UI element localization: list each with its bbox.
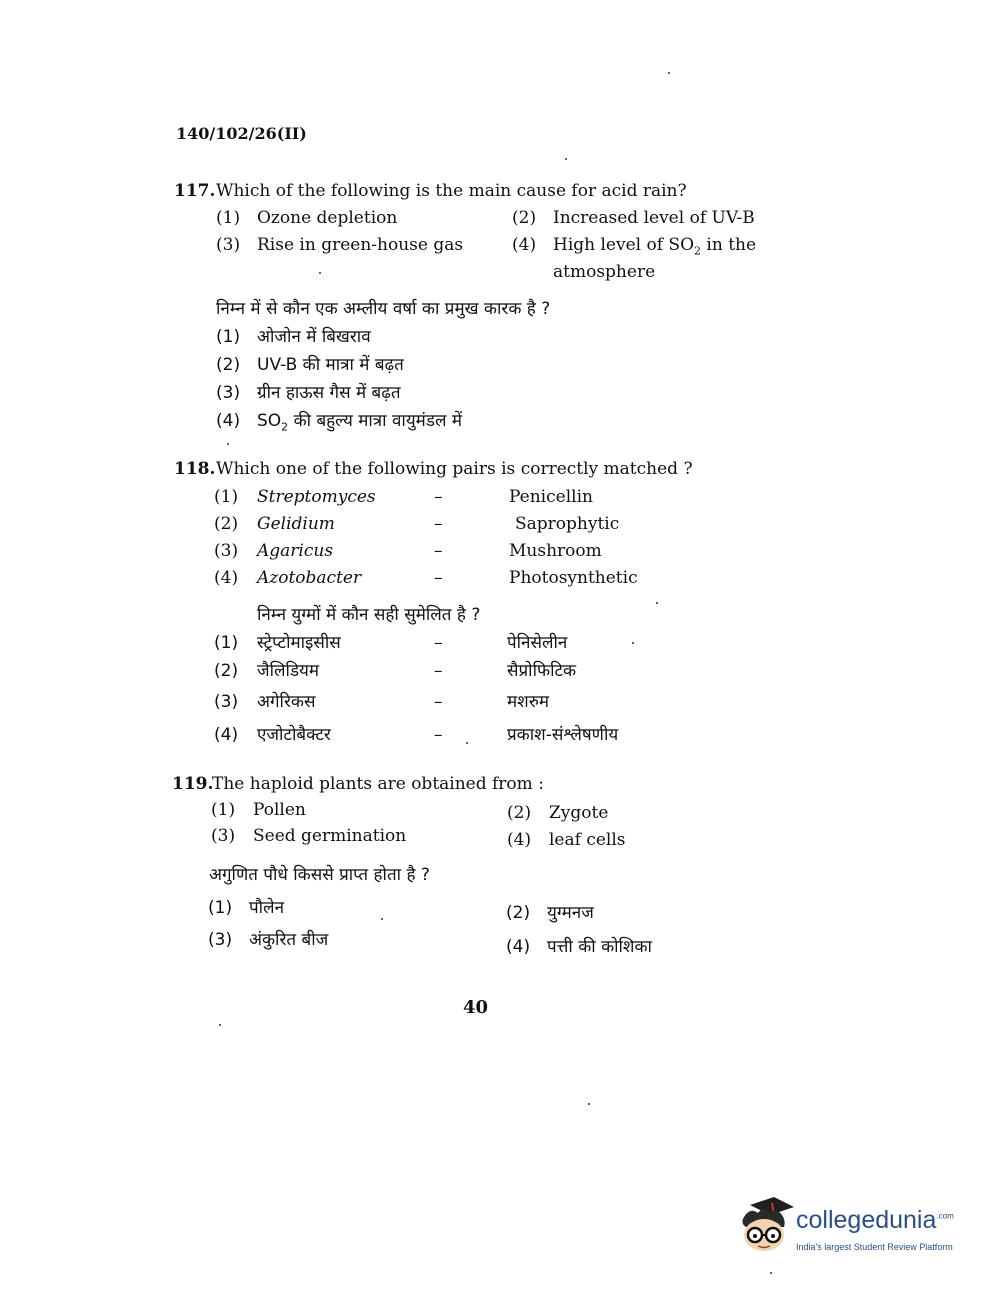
q117-number: 117. xyxy=(174,181,216,201)
q118-pair4-num: (4) xyxy=(214,568,239,588)
q117-hi-opt1-num: (1) xyxy=(216,327,241,347)
q119-hi-opt2-num: (2) xyxy=(506,903,531,923)
q118-hi-pair1-dash: – xyxy=(434,633,443,653)
q118-hi-pair3-num: (3) xyxy=(214,692,239,712)
scan-speck xyxy=(381,918,383,920)
q118-pair2-num: (2) xyxy=(214,514,239,534)
q117-opt2: Increased level of UV-B xyxy=(553,208,755,228)
collegedunia-tagline: India's largest Student Review Platform xyxy=(796,1242,953,1252)
q117-hi-opt3: ग्रीन हाऊस गैस में बढ़त xyxy=(257,383,401,403)
q119-hi-opt3-num: (3) xyxy=(208,930,233,950)
q118-pair3-right: Mushroom xyxy=(509,541,602,561)
q118-hi-pair1-num: (1) xyxy=(214,633,239,653)
q118-hi-pair4-num: (4) xyxy=(214,725,239,745)
q118-hi-pair1-left: स्ट्रेप्टोमाइसीस xyxy=(257,633,341,653)
scan-speck xyxy=(588,1103,590,1105)
q118-pair4-dash: – xyxy=(434,568,443,588)
q117-hi-opt2: UV-B की मात्रा में बढ़त xyxy=(257,355,404,375)
q118-pair2-dash: – xyxy=(434,514,443,534)
q118-number: 118. xyxy=(174,459,216,479)
q118-pair3-left: Agaricus xyxy=(257,541,334,561)
q118-hi-pair3-dash: – xyxy=(434,692,443,712)
q119-hi-opt2: युग्मनज xyxy=(547,903,594,923)
q118-hi-pair2-num: (2) xyxy=(214,661,239,681)
q119-question-hi: अगुणित पौधे किससे प्राप्त होता है ? xyxy=(209,865,430,885)
q117-opt2-num: (2) xyxy=(512,208,537,228)
q118-hi-pair4-left: एजोटोबैक्टर xyxy=(257,725,331,745)
q119-hi-opt1: पौलेन xyxy=(249,898,285,918)
q117-question-hi: निम्न में से कौन एक अम्लीय वर्षा का प्रमुख कारक है ? xyxy=(216,299,551,319)
q117-opt4: High level of $SO_2$ in the xyxy=(553,235,757,258)
q118-pair4-right: Photosynthetic xyxy=(509,568,638,588)
q119-opt4: leaf cells xyxy=(549,830,626,850)
q117-hi-opt4: $SO_2$ की बहुल्य मात्रा वायुमंडल में xyxy=(257,411,463,434)
q119-opt2-num: (2) xyxy=(507,803,532,823)
q119-opt1: Pollen xyxy=(253,800,306,820)
q118-hi-pair2-right: सैप्रोफिटिक xyxy=(507,661,577,681)
q117-hi-opt2-num: (2) xyxy=(216,355,241,375)
q117-opt3-num: (3) xyxy=(216,235,241,255)
scan-speck xyxy=(632,642,634,644)
q117-hi-opt3-num: (3) xyxy=(216,383,241,403)
q118-pair1-right: Penicellin xyxy=(509,487,593,507)
q118-pair1-left: Streptomyces xyxy=(257,487,376,507)
q118-hi-pair3-right: मशरुम xyxy=(507,692,550,712)
q117-opt1-num: (1) xyxy=(216,208,241,228)
paper-code: 140/102/26(II) xyxy=(176,124,307,143)
q119-opt4-num: (4) xyxy=(507,830,532,850)
q117-question-en: Which of the following is the main cause for acid rain? xyxy=(216,181,687,201)
q118-question-hi: निम्न युग्मों में कौन सही सुमेलित है ? xyxy=(257,605,481,625)
q119-number: 119. xyxy=(172,774,214,794)
q118-pair4-left: Azotobacter xyxy=(257,568,362,588)
q118-pair3-num: (3) xyxy=(214,541,239,561)
q118-hi-pair2-dash: – xyxy=(434,661,443,681)
q118-hi-pair4-right: प्रकाश-संश्लेषणीय xyxy=(507,725,619,745)
q119-opt1-num: (1) xyxy=(211,800,236,820)
q117-hi-opt1: ओजोन में बिखराव xyxy=(257,327,371,347)
q118-pair1-num: (1) xyxy=(214,487,239,507)
collegedunia-wordmark: collegedunia$^{.com}$ xyxy=(796,1206,954,1234)
q119-hi-opt4-num: (4) xyxy=(506,937,531,957)
q119-question-en: The haploid plants are obtained from : xyxy=(212,774,544,794)
scan-speck xyxy=(565,158,567,160)
q118-hi-pair1-right: पेनिसेलीन xyxy=(507,633,568,653)
scan-speck xyxy=(466,742,468,744)
q118-hi-pair2-left: जैलिडियम xyxy=(257,661,320,681)
page-number: 40 xyxy=(463,997,489,1018)
q119-opt3: Seed germination xyxy=(253,826,407,846)
mascot-icon xyxy=(742,1197,794,1251)
scan-speck xyxy=(319,272,321,274)
q118-hi-pair4-dash: – xyxy=(434,725,443,745)
q118-pair2-left: Gelidium xyxy=(257,514,335,534)
q118-pair2-right: Saprophytic xyxy=(515,514,620,534)
scan-speck xyxy=(668,72,670,74)
q117-opt3: Rise in green-house gas xyxy=(257,235,464,255)
q118-pair1-dash: – xyxy=(434,487,443,507)
q119-hi-opt1-num: (1) xyxy=(208,898,233,918)
q118-hi-pair3-left: अगेरिकस xyxy=(257,692,316,712)
scan-speck xyxy=(219,1024,221,1026)
q117-hi-opt4-num: (4) xyxy=(216,411,241,431)
scan-speck xyxy=(656,602,658,604)
q119-hi-opt4: पत्ती की कोशिका xyxy=(547,937,652,957)
scan-speck xyxy=(770,1272,772,1274)
q118-question-en: Which one of the following pairs is correctly matched ? xyxy=(216,459,693,479)
q118-pair3-dash: – xyxy=(434,541,443,561)
q119-opt3-num: (3) xyxy=(211,826,236,846)
q117-opt1: Ozone depletion xyxy=(257,208,398,228)
q117-opt4-num: (4) xyxy=(512,235,537,255)
scan-speck xyxy=(227,443,229,445)
q117-opt4-line2: atmosphere xyxy=(553,262,656,282)
q119-hi-opt3: अंकुरित बीज xyxy=(249,930,329,950)
q119-opt2: Zygote xyxy=(549,803,609,823)
